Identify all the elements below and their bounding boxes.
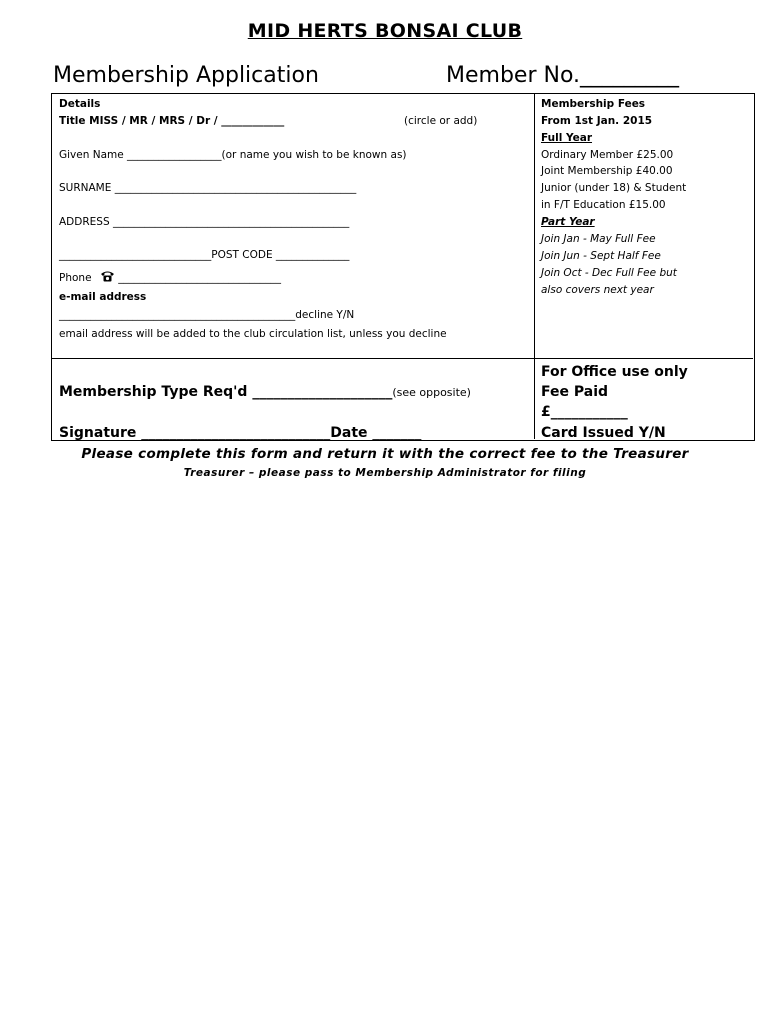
see-opposite-hint: (see opposite) <box>392 386 471 399</box>
column-divider <box>534 94 535 439</box>
fee-also-covers: also covers next year <box>541 284 654 296</box>
full-year-heading: Full Year <box>541 132 593 144</box>
phone-field[interactable] <box>59 270 281 286</box>
member-number-field[interactable]: Member No._________ <box>446 63 680 88</box>
title-field[interactable]: Title MISS / MR / MRS / Dr / ____________ <box>59 115 285 127</box>
email-label: e-mail address <box>59 291 147 303</box>
membership-type-label: Membership Type Req'd ____________________ <box>59 384 393 400</box>
office-use-heading: For Office use only <box>541 364 688 380</box>
surname-field[interactable]: SURNAME ______________________________________________ <box>59 182 357 194</box>
fee-paid-label: Fee Paid <box>541 384 609 400</box>
fee-oct-dec: Join Oct - Dec Full Fee but <box>541 267 677 279</box>
form-title: Membership Application <box>53 63 319 88</box>
phone-blank: _______________________________ <box>118 272 281 284</box>
treasurer-note: Treasurer – please pass to Membership Administrator for filing <box>183 467 587 479</box>
email-field[interactable]: _____________________________________________decline Y/N <box>59 309 355 321</box>
club-title: MID HERTS BONSAI CLUB <box>247 20 523 42</box>
fee-paid-amount-field[interactable]: £___________ <box>541 404 628 420</box>
part-year-heading: Part Year <box>541 216 595 228</box>
fee-ft-education: in F/T Education £15.00 <box>541 199 666 211</box>
fee-joint: Joint Membership £40.00 <box>541 165 673 177</box>
postcode-field[interactable]: _____________________________POST CODE ______________ <box>59 249 350 261</box>
fees-heading: Membership Fees <box>541 98 646 110</box>
given-name-field[interactable]: Given Name __________________(or name you wish to be known as) <box>59 149 407 161</box>
row-divider <box>52 358 753 359</box>
title-hint: (circle or add) <box>404 115 478 127</box>
fee-jun-sept: Join Jun - Sept Half Fee <box>541 250 661 262</box>
return-instruction: Please complete this form and return it with the correct fee to the Treasurer <box>81 446 689 462</box>
email-note: email address will be added to the club circulation list, unless you decline <box>59 328 447 340</box>
fee-junior: Junior (under 18) & Student <box>541 182 687 194</box>
signature-date-field[interactable]: Signature ___________________________Date _______ <box>59 425 422 441</box>
fees-from-date: From 1st Jan. 2015 <box>541 115 653 127</box>
fee-ordinary: Ordinary Member £25.00 <box>541 149 674 161</box>
address-field[interactable]: ADDRESS _____________________________________________ <box>59 216 350 228</box>
telephone-icon <box>100 270 115 286</box>
card-issued-field[interactable]: Card Issued Y/N <box>541 425 666 441</box>
phone-label: Phone <box>59 272 92 284</box>
details-label: Details <box>59 98 101 110</box>
membership-type-field[interactable] <box>59 383 471 402</box>
application-form-box <box>51 93 755 441</box>
fee-jan-may: Join Jan - May Full Fee <box>541 233 656 245</box>
